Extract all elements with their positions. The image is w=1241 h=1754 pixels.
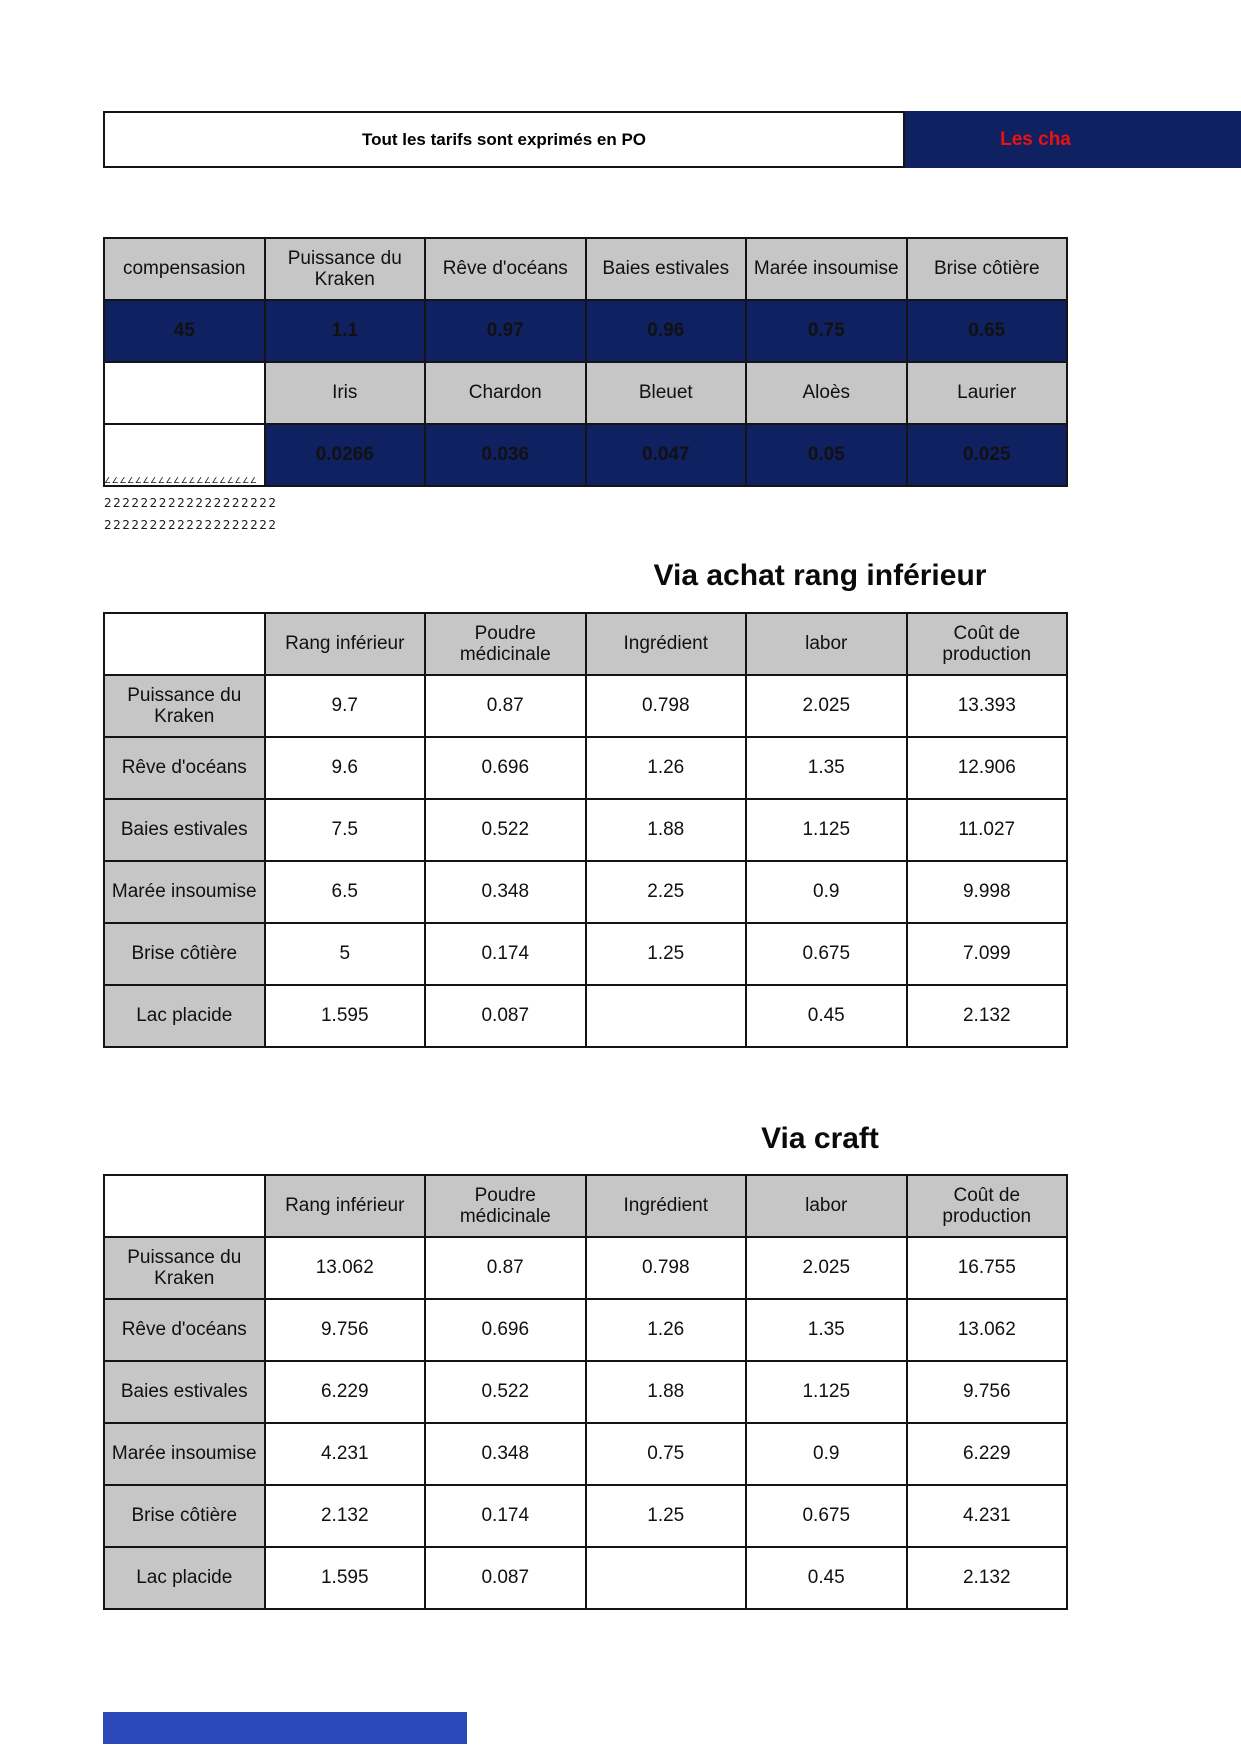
value-cell: 1.26 — [586, 737, 747, 799]
value-cell: 13.062 — [265, 1237, 426, 1299]
rate-value-cell: 45 — [104, 300, 265, 362]
rate-value-cell: 0.96 — [586, 300, 747, 362]
rate-header-cell: Brise côtière — [907, 238, 1068, 300]
value-cell: 9.6 — [265, 737, 426, 799]
value-cell: 1.88 — [586, 799, 747, 861]
table-row — [104, 1237, 1067, 1299]
rate-header-cell: Laurier — [907, 362, 1068, 424]
rates-row — [104, 362, 1067, 424]
value-cell: 2.025 — [746, 1237, 907, 1299]
rates-row — [104, 300, 1067, 362]
artifact-line-3: 2222222222222222222 — [104, 518, 278, 532]
row-header-cell: Marée insoumise — [104, 1423, 265, 1485]
value-cell: 1.35 — [746, 737, 907, 799]
value-cell: 5 — [265, 923, 426, 985]
rate-value-cell: 0.0266 — [265, 424, 426, 486]
column-header-cell: Ingrédient — [586, 613, 747, 675]
value-cell: 1.88 — [586, 1361, 747, 1423]
value-cell: 0.522 — [425, 1361, 586, 1423]
rate-value-cell: 0.65 — [907, 300, 1068, 362]
rate-header-cell: Bleuet — [586, 362, 747, 424]
column-header-cell: labor — [746, 1175, 907, 1237]
table-row — [104, 1361, 1067, 1423]
value-cell: 9.7 — [265, 675, 426, 737]
value-cell: 0.696 — [425, 737, 586, 799]
value-cell: 1.595 — [265, 985, 426, 1047]
table-row — [104, 1423, 1067, 1485]
tariff-note: Tout les tarifs sont exprimés en PO — [103, 111, 905, 168]
row-header-cell: Brise côtière — [104, 923, 265, 985]
value-cell: 0.675 — [746, 1485, 907, 1547]
row-header-cell: Lac placide — [104, 985, 265, 1047]
value-cell: 0.45 — [746, 985, 907, 1047]
table-row — [104, 1547, 1067, 1609]
rate-value-cell: 0.047 — [586, 424, 747, 486]
table-row — [104, 799, 1067, 861]
value-cell: 0.348 — [425, 1423, 586, 1485]
value-cell: 0.75 — [586, 1423, 747, 1485]
rates-row — [104, 238, 1067, 300]
value-cell: 2.25 — [586, 861, 747, 923]
artifact-line-2: 2222222222222222222 — [104, 496, 278, 510]
value-cell: 13.393 — [907, 675, 1068, 737]
column-header-cell: Rang inférieur — [265, 613, 426, 675]
value-cell: 1.595 — [265, 1547, 426, 1609]
value-cell: 0.087 — [425, 1547, 586, 1609]
value-cell: 1.25 — [586, 1485, 747, 1547]
table-row — [104, 923, 1067, 985]
rate-value-cell: 0.036 — [425, 424, 586, 486]
value-cell: 0.348 — [425, 861, 586, 923]
rate-header-cell: Puissance du Kraken — [265, 238, 426, 300]
rate-header-cell: Iris — [265, 362, 426, 424]
value-cell: 0.87 — [425, 1237, 586, 1299]
rate-value-cell: 0.05 — [746, 424, 907, 486]
value-cell: 2.025 — [746, 675, 907, 737]
row-header-cell: Lac placide — [104, 1547, 265, 1609]
value-cell: 1.35 — [746, 1299, 907, 1361]
artifact-line-1: ∠∠∠∠∠∠∠∠∠∠∠∠∠∠∠∠∠∠∠∠ — [104, 476, 258, 485]
craft-table — [103, 1174, 1068, 1610]
value-cell: 7.5 — [265, 799, 426, 861]
value-cell: 16.755 — [907, 1237, 1068, 1299]
value-cell: 6.5 — [265, 861, 426, 923]
value-cell: 0.087 — [425, 985, 586, 1047]
rate-header-cell: Rêve d'océans — [425, 238, 586, 300]
value-cell: 6.229 — [907, 1423, 1068, 1485]
value-cell: 0.45 — [746, 1547, 907, 1609]
column-header-cell: Coût de production — [907, 613, 1068, 675]
value-cell: 7.099 — [907, 923, 1068, 985]
value-cell: 0.9 — [746, 861, 907, 923]
value-cell: 2.132 — [907, 985, 1068, 1047]
rate-header-cell: Chardon — [425, 362, 586, 424]
column-header-cell: Ingrédient — [586, 1175, 747, 1237]
column-header-cell: Poudre médicinale — [425, 1175, 586, 1237]
rate-value-cell: 0.75 — [746, 300, 907, 362]
value-cell: 12.906 — [907, 737, 1068, 799]
row-header-cell: Marée insoumise — [104, 861, 265, 923]
row-header-cell: Puissance du Kraken — [104, 675, 265, 737]
row-header-cell: Baies estivales — [104, 1361, 265, 1423]
corner-empty-cell — [104, 1175, 265, 1237]
column-header-cell: Poudre médicinale — [425, 613, 586, 675]
corner-empty-cell — [104, 613, 265, 675]
value-cell: 0.696 — [425, 1299, 586, 1361]
table-row — [104, 1299, 1067, 1361]
rate-header-cell: Aloès — [746, 362, 907, 424]
value-cell: 1.125 — [746, 799, 907, 861]
rate-value-cell: 1.1 — [265, 300, 426, 362]
row-header-cell: Rêve d'océans — [104, 1299, 265, 1361]
value-cell: 0.87 — [425, 675, 586, 737]
column-header-cell: labor — [746, 613, 907, 675]
value-cell: 1.125 — [746, 1361, 907, 1423]
column-header-row — [104, 1175, 1067, 1237]
value-cell: 0.174 — [425, 1485, 586, 1547]
column-header-cell: Coût de production — [907, 1175, 1068, 1237]
header-badge: Les cha — [905, 111, 1241, 168]
value-cell: 0.675 — [746, 923, 907, 985]
value-cell: 0.798 — [586, 1237, 747, 1299]
value-cell: 2.132 — [265, 1485, 426, 1547]
rate-value-cell: 0.97 — [425, 300, 586, 362]
table-row — [104, 737, 1067, 799]
table-row — [104, 861, 1067, 923]
value-cell: 2.132 — [907, 1547, 1068, 1609]
column-header-cell: Rang inférieur — [265, 1175, 426, 1237]
empty-cell — [104, 362, 265, 424]
value-cell: 1.25 — [586, 923, 747, 985]
value-cell: 0.522 — [425, 799, 586, 861]
rate-value-cell: 0.025 — [907, 424, 1068, 486]
value-cell: 9.756 — [907, 1361, 1068, 1423]
value-cell: 11.027 — [907, 799, 1068, 861]
value-cell: 9.998 — [907, 861, 1068, 923]
value-cell: 1.26 — [586, 1299, 747, 1361]
bottom-blue-strip — [103, 1712, 467, 1744]
rate-header-cell: Marée insoumise — [746, 238, 907, 300]
table-row — [104, 985, 1067, 1047]
row-header-cell: Baies estivales — [104, 799, 265, 861]
value-cell: 0.9 — [746, 1423, 907, 1485]
section-title-craft: Via craft — [761, 1122, 879, 1155]
row-header-cell: Brise côtière — [104, 1485, 265, 1547]
value-cell: 4.231 — [907, 1485, 1068, 1547]
row-header-cell: Puissance du Kraken — [104, 1237, 265, 1299]
table-row — [104, 675, 1067, 737]
row-header-cell: Rêve d'océans — [104, 737, 265, 799]
column-header-row — [104, 613, 1067, 675]
value-cell: 9.756 — [265, 1299, 426, 1361]
value-cell: 13.062 — [907, 1299, 1068, 1361]
value-cell: 4.231 — [265, 1423, 426, 1485]
rate-header-cell: compensasion — [104, 238, 265, 300]
rate-header-cell: Baies estivales — [586, 238, 747, 300]
achat-table — [103, 612, 1068, 1048]
rates-table — [103, 237, 1068, 487]
section-title-achat: Via achat rang inférieur — [653, 559, 987, 592]
value-cell — [586, 1547, 747, 1609]
value-cell: 6.229 — [265, 1361, 426, 1423]
value-cell: 0.174 — [425, 923, 586, 985]
table-row — [104, 1485, 1067, 1547]
value-cell — [586, 985, 747, 1047]
value-cell: 0.798 — [586, 675, 747, 737]
